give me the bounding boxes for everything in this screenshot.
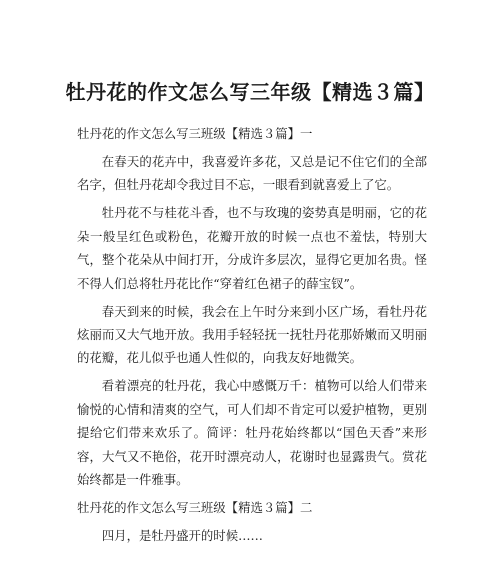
document-body <box>77 122 427 552</box>
paragraph: 看着漂亮的牡丹花，我心中感慨万千：植物可以给人们带来愉悦的心情和清爽的空气，可人们却不肯定可以爱护植物，更别提给它们带来欢乐了。简评：牡丹花始终都以“国色天香”来形容，大气又不艳俗，花开时漂亮动人，花谢时也显露贵气。赏花始终都是一件雅事。 <box>77 378 427 488</box>
section-heading: 牡丹花的作文怎么写三班级【精选３篇】二 <box>77 500 313 516</box>
paragraph: 四月，是牡丹盛开的时候…… <box>101 528 263 544</box>
paragraph: 春天到来的时候，我会在上午时分来到小区广场，看牡丹花炫丽而又大气地开放。我用手轻轻抚一抚牡丹花那娇嫩而又明丽的花瓣，花儿似乎也通人性似的，向我友好地微笑。 <box>77 303 427 366</box>
paragraph: 牡丹花不与桂花斗香，也不与玫瑰的姿势真是明丽，它的花朵一般呈红色或粉色，花瓣开放的时候一点也不羞怯，特别大气，整个花朵从中间打开，分成许多层次，显得它更加名贵。怪不得人们总将牡丹花比作“穿着红色裙子的薛宝钗”。 <box>77 205 427 291</box>
paragraph: 在春天的花卉中，我喜爱许多花，又总是记不住它们的全部名字，但牡丹花却令我过目不忘，一眼看到就喜爱上了它。 <box>77 154 427 193</box>
section-heading: 牡丹花的作文怎么写三班级【精选３篇】一 <box>77 126 313 141</box>
document-title: 牡丹花的作文怎么写三年级【精选３篇】 <box>65 80 435 104</box>
